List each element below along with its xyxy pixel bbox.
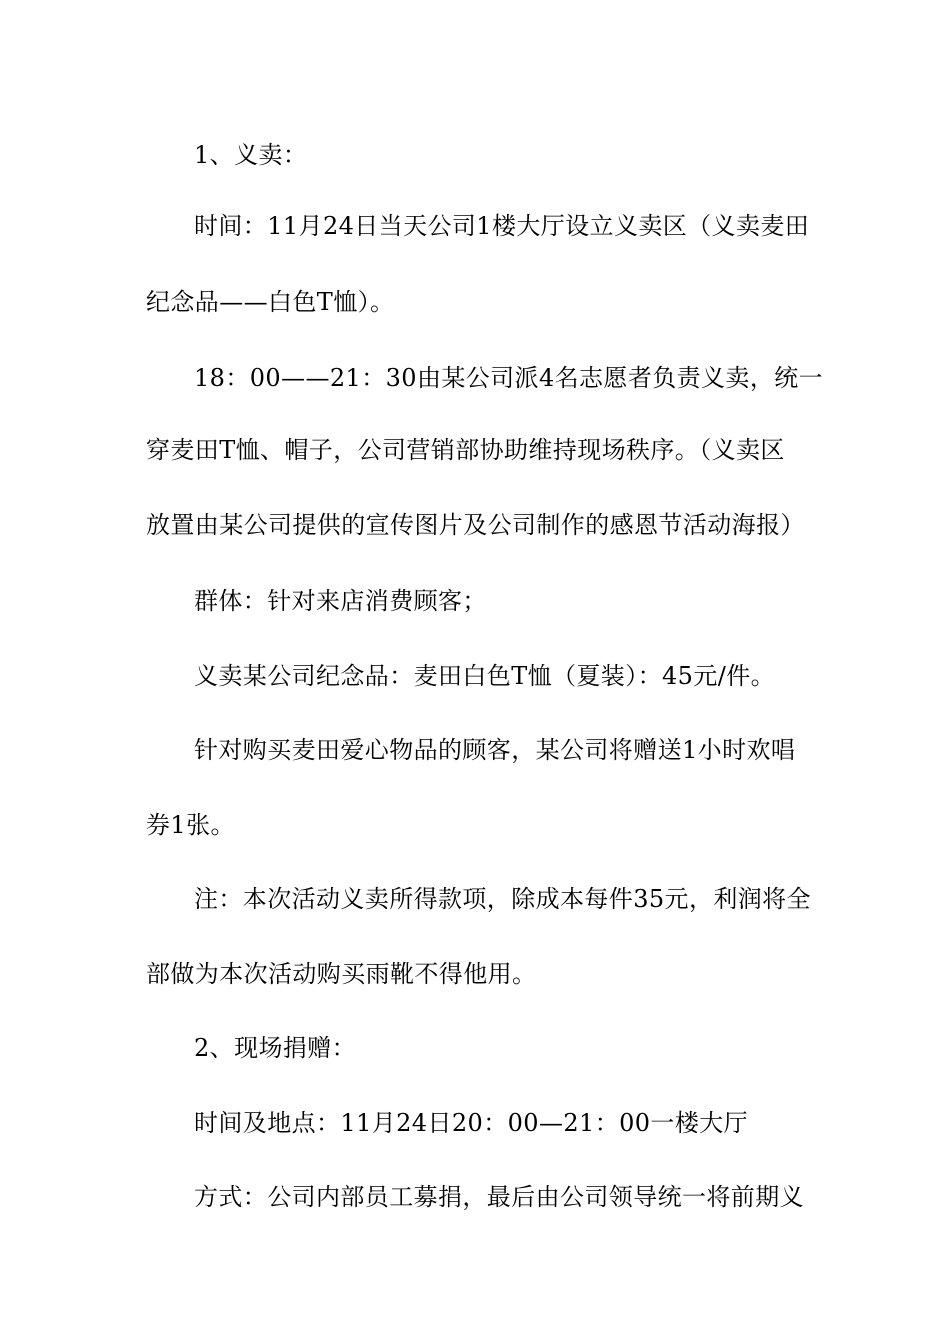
paragraph-line: 部做为本次活动购买雨靴不得他用。: [146, 960, 537, 988]
paragraph-line: 放置由某公司提供的宣传图片及公司制作的感恩节活动海报）: [146, 511, 805, 539]
paragraph-line: 券1张。: [146, 811, 235, 839]
paragraph-line: 群体：针对来店消费顾客；: [194, 587, 487, 615]
section-2-heading: 2、现场捐赠：: [194, 1034, 357, 1062]
paragraph-line: 18：00——21：30由某公司派4名志愿者负责义卖，统一: [194, 364, 824, 392]
paragraph-line: 时间及地点：11月24日20：00—21：00一楼大厅: [194, 1109, 749, 1137]
section-1-heading: 1、义卖：: [194, 141, 308, 169]
paragraph-line: 时间：11月24日当天公司1楼大厅设立义卖区（义卖麦田: [194, 212, 810, 240]
paragraph-line: 穿麦田T恤、帽子，公司营销部协助维持现场秩序。（义卖区: [146, 436, 785, 464]
paragraph-line: 义卖某公司纪念品：麦田白色T恤（夏装）：45元/件。: [194, 662, 776, 690]
paragraph-line: 针对购买麦田爱心物品的顾客，某公司将赠送1小时欢唱: [194, 736, 796, 764]
paragraph-line: 方式：公司内部员工募捐，最后由公司领导统一将前期义: [194, 1183, 804, 1211]
paragraph-line: 纪念品——白色T恤）。: [146, 288, 395, 316]
paragraph-line: 注：本次活动义卖所得款项，除成本每件35元，利润将全: [194, 885, 811, 913]
